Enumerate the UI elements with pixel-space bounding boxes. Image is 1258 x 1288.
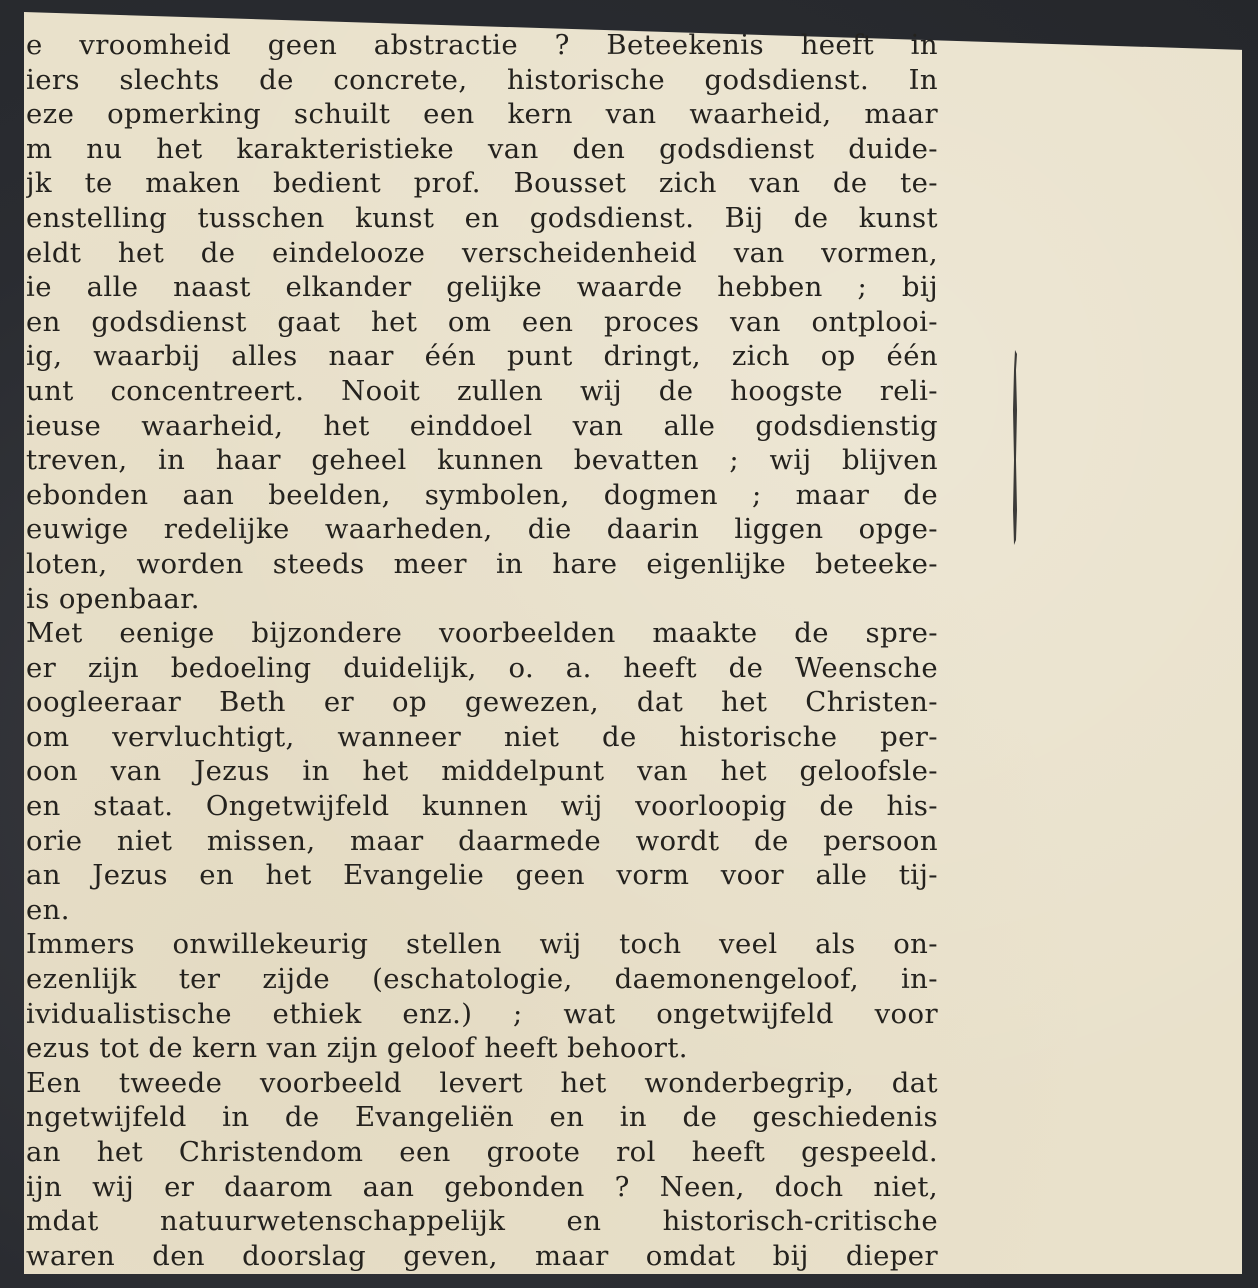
article-line: en godsdienst gaat het om een proces van ontplooi- [26, 305, 938, 338]
article-line: ebonden aan beelden, symbolen, dogmen ; maar de [26, 478, 938, 511]
article-line: eze opmerking schuilt een kern van waarheid, maar [26, 98, 938, 131]
article-line: orie niet missen, maar daarmede wordt de persoon [26, 824, 938, 857]
article-line: ie alle naast elkander gelijke waarde hebben ; bij [26, 271, 938, 304]
article-line: ieuse waarheid, het einddoel van alle godsdienstig [26, 409, 938, 442]
article-line: enstelling tusschen kunst en godsdienst. Bij de kunst [26, 201, 938, 234]
article-column [26, 28, 938, 1272]
article-line: oon van Jezus in het middelpunt van het geloofsle- [26, 755, 938, 788]
article-line: om vervluchtigt, wanneer niet de historische per- [26, 720, 938, 753]
article-line: ngetwijfeld in de Evangeliën en in de geschiedenis [26, 1101, 938, 1134]
article-line: en staat. Ongetwijfeld kunnen wij voorloopig de his- [26, 790, 938, 823]
article-line: Immers onwillekeurig stellen wij toch veel als on- [26, 928, 938, 961]
article-line: m nu het karakteristieke van den godsdienst duide- [26, 132, 938, 165]
article-line: ezus tot de kern van zijn geloof heeft behoort. [26, 1032, 688, 1065]
article-line: mdat natuurwetenschappelijk en historisch-critische [26, 1205, 938, 1238]
article-line: euwige redelijke waarheden, die daarin liggen opge- [26, 513, 938, 546]
article-line: en. [26, 893, 70, 926]
article-line: e vroomheid geen abstractie ? Beteekenis heeft in [26, 29, 938, 61]
article-line: ividualistische ethiek enz.) ; wat ongetwijfeld voor [26, 997, 938, 1030]
article-line: an Jezus en het Evangelie geen vorm voor alle tij- [26, 859, 938, 892]
article-line: er zijn bedoeling duidelijk, o. a. heeft de Weensche [26, 651, 938, 684]
article-line: Een tweede voorbeeld levert het wonderbegrip, dat [26, 1066, 938, 1099]
article-line: unt concentreert. Nooit zullen wij de hoogste reli- [26, 374, 938, 407]
article-line: jk te maken bedient prof. Bousset zich van de te- [26, 167, 938, 200]
article-line: ijn wij er daarom aan gebonden ? Neen, doch niet, [26, 1170, 938, 1203]
article-line: loten, worden steeds meer in hare eigenlijke beteeke- [26, 547, 938, 580]
article-line: eldt het de eindelooze verscheidenheid van vormen, [26, 236, 938, 269]
article-line: ig, waarbij alles naar één punt dringt, zich op één [26, 340, 938, 373]
pencil-margin-mark [1011, 350, 1019, 545]
article-line: waren den doorslag geven, maar omdat bij dieper [26, 1239, 938, 1272]
article-line: treven, in haar geheel kunnen bevatten ; wij blijven [26, 444, 938, 477]
article-line: an het Christendom een groote rol heeft gespeeld. [26, 1136, 938, 1168]
article-line: oogleeraar Beth er op gewezen, dat het Christen- [26, 686, 938, 719]
article-line: Met eenige bijzondere voorbeelden maakte de spre- [26, 617, 938, 650]
article-line: iers slechts de concrete, historische godsdienst. In [26, 63, 938, 96]
article-line: is openbaar. [26, 582, 200, 615]
article-line: ezenlijk ter zijde (eschatologie, daemonengeloof, in- [26, 963, 938, 996]
